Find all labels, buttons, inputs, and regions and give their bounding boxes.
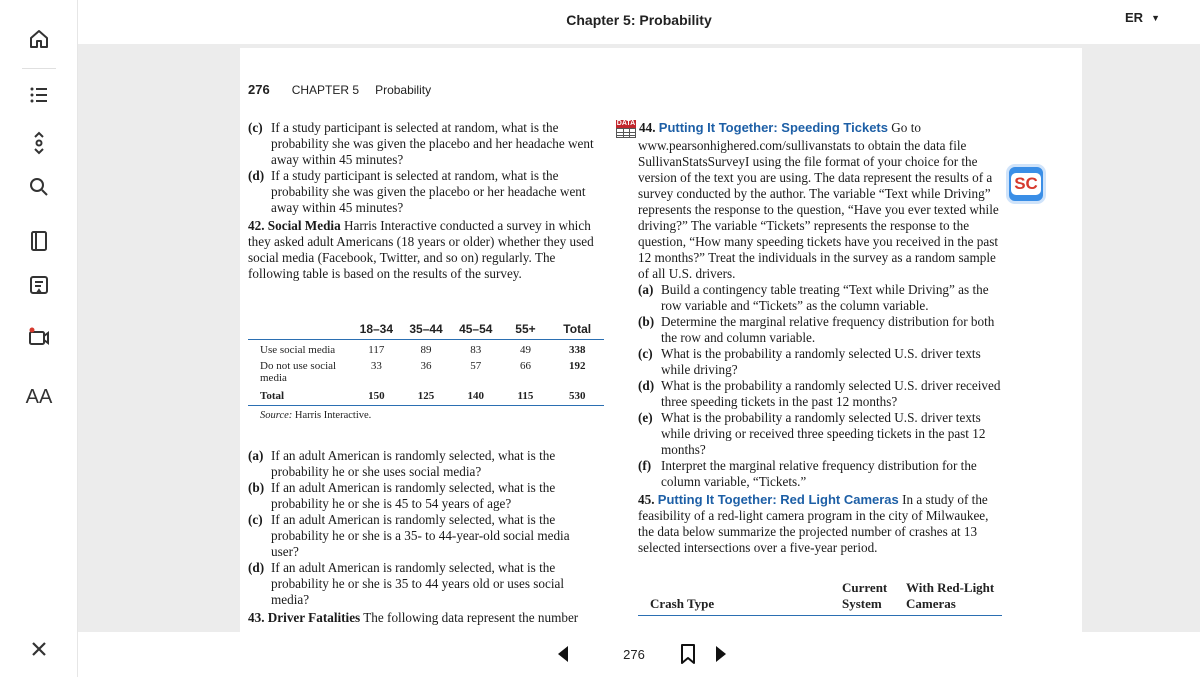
part-label: (d) bbox=[248, 168, 265, 183]
table-header-cell: Crash Type bbox=[650, 596, 715, 611]
table-cell: 192 bbox=[568, 360, 586, 372]
table-cell: 125 bbox=[417, 390, 435, 402]
previous-page-button[interactable] bbox=[554, 642, 574, 666]
part-label: (a) bbox=[638, 282, 654, 297]
table-cell: 150 bbox=[368, 390, 385, 402]
table-header-cell: 55+ bbox=[515, 322, 536, 336]
table-cell: 49 bbox=[519, 344, 531, 356]
exercise-title: Putting It Together: Speeding Tickets bbox=[658, 120, 888, 135]
table-cell: Do not use social media bbox=[260, 360, 337, 384]
page-number-input[interactable] bbox=[598, 642, 670, 668]
exercise-text: The following data represent the number bbox=[363, 610, 579, 625]
part-label: (a) bbox=[248, 448, 264, 463]
exercise-title: Social Media bbox=[267, 218, 341, 233]
table-header-cell: Current System bbox=[842, 580, 888, 611]
table-cell: 83 bbox=[470, 344, 482, 356]
caret-down-icon: ▼ bbox=[1151, 12, 1160, 23]
exercise-text: In a study of the feasibility of a red-light camera program in the city of Milwaukee, the data below summarize the projected number of crashes at 13 selected intersections over a five-year period. bbox=[638, 492, 989, 555]
search-icon[interactable] bbox=[20, 168, 58, 206]
part-text: If an adult American is randomly selected, what is the probability he or she uses social media? bbox=[271, 448, 556, 479]
part-text: What is the probability a randomly selected U.S. driver received three speeding tickets in the past 12 months? bbox=[661, 378, 1001, 409]
right-column bbox=[616, 120, 1002, 556]
part-text: If a study participant is selected at random, what is the probability she was given the placebo or her headache went away within 45 minutes? bbox=[271, 168, 586, 215]
exercise-number: 45. bbox=[638, 492, 655, 507]
part-label: (b) bbox=[638, 314, 655, 329]
table-header-cell: 45–54 bbox=[459, 322, 493, 336]
part-text: If an adult American is randomly selected, what is the probability he or she is 35 to 44 years old or uses social media? bbox=[271, 560, 565, 607]
chapter-title: Chapter 5: Probability bbox=[566, 12, 712, 28]
data-set-icon[interactable] bbox=[616, 120, 636, 138]
exercise-number: 43. bbox=[248, 610, 265, 625]
part-text: Determine the marginal relative frequency distribution for both the row and column variable. bbox=[661, 314, 995, 345]
exercise-text: Harris Interactive conducted a survey in which they asked adult Americans (18 years or older) whether they used social media (Facebook, Twitter, and so on) regularly. The following table is based on the results of the survey. bbox=[248, 218, 594, 281]
exercise-text: Go to www.pearsonhighered.com/sullivanstats to obtain the data file SullivanStatsSurveyI using the file format of your choice for the version of the text you are using. The data represent the results of a survey conducted by the author. The variable “Text while Driving” represents the response to the question, “Have you ever texted while driving?” The variable “Tickets” represents the response to the question, “How many speeding tickets have you received in the past 12 months?” Treat the individuals in the survey as a random sample of all U.S. drivers. bbox=[638, 120, 999, 281]
part-label: (c) bbox=[248, 512, 263, 527]
table-header-row bbox=[248, 318, 604, 340]
user-menu[interactable] bbox=[1125, 10, 1160, 25]
exercise-part bbox=[638, 410, 1002, 458]
part-label: (b) bbox=[248, 480, 265, 495]
part-label: (e) bbox=[638, 410, 653, 425]
bookmarks-icon[interactable] bbox=[20, 222, 58, 260]
data-icon-label: DATA bbox=[616, 120, 636, 127]
source-label: Source: bbox=[260, 410, 293, 421]
table-header-cell: With Red-Light Cameras bbox=[906, 580, 995, 611]
exercise-number: 42. bbox=[248, 218, 265, 233]
table-cell: 140 bbox=[467, 390, 485, 402]
table-cell: 66 bbox=[519, 360, 531, 372]
text-size-label: AA bbox=[25, 385, 53, 408]
running-head-page-number: 276 bbox=[248, 82, 270, 97]
part-label: (c) bbox=[248, 120, 263, 135]
triangle-right-icon bbox=[710, 642, 730, 666]
table-cell: 57 bbox=[470, 360, 482, 372]
part-label: (c) bbox=[638, 346, 653, 361]
contents-list-icon[interactable] bbox=[20, 76, 58, 114]
part-label: (d) bbox=[638, 378, 655, 393]
book-page bbox=[240, 48, 1082, 632]
table-cell: 117 bbox=[368, 344, 385, 356]
notes-icon[interactable] bbox=[20, 266, 58, 304]
bookmark-button[interactable] bbox=[678, 642, 698, 666]
table-cell: 530 bbox=[568, 390, 586, 402]
running-head bbox=[248, 82, 431, 97]
left-toolbar bbox=[0, 0, 78, 677]
social-media-table bbox=[248, 318, 604, 421]
close-icon[interactable] bbox=[20, 630, 58, 668]
triangle-left-icon bbox=[554, 642, 574, 666]
top-bar bbox=[78, 0, 1200, 44]
exercise-title: Putting It Together: Red Light Cameras bbox=[657, 492, 899, 507]
bookmark-icon bbox=[678, 642, 698, 666]
part-text: If an adult American is randomly selected, what is the probability he or she is a 35- to 44-year-old social media user? bbox=[271, 512, 570, 559]
exercise-part bbox=[638, 282, 1002, 314]
table-header-cell: 18–34 bbox=[359, 322, 394, 336]
next-page-button[interactable] bbox=[710, 642, 730, 666]
part-text: If an adult American is randomly selected, what is the probability he or she is 45 to 54 years of age? bbox=[271, 480, 556, 511]
table-cell: 33 bbox=[370, 360, 382, 372]
exercise-part bbox=[248, 168, 600, 216]
part-text: Interpret the marginal relative frequency distribution for the column variable, “Tickets.” bbox=[661, 458, 977, 489]
table-total-row bbox=[248, 386, 604, 406]
exercise-45 bbox=[638, 492, 1002, 556]
sc-badge-button[interactable] bbox=[1006, 164, 1046, 204]
table-cell: 338 bbox=[568, 344, 586, 356]
bottom-bar bbox=[78, 632, 1200, 677]
table-cell: 36 bbox=[420, 360, 432, 372]
part-label: (d) bbox=[248, 560, 265, 575]
divider bbox=[22, 68, 56, 69]
home-icon[interactable] bbox=[20, 20, 58, 58]
exercise-part bbox=[248, 512, 600, 560]
part-text: What is the probability a randomly selected U.S. driver texts while driving? bbox=[661, 346, 981, 377]
user-initials: ER bbox=[1125, 10, 1144, 25]
reader-viewport[interactable] bbox=[78, 44, 1200, 632]
part-text: If a study participant is selected at random, what is the probability she was given the placebo and her headache went away within 45 minutes? bbox=[271, 120, 594, 167]
exercise-42 bbox=[248, 218, 600, 282]
part-label: (f) bbox=[638, 458, 652, 473]
table-source bbox=[248, 410, 604, 421]
table-cell: 89 bbox=[420, 344, 432, 356]
part-text: Build a contingency table treating “Text while Driving” as the row variable and “Tickets” as the column variable. bbox=[661, 282, 989, 313]
left-column-lower bbox=[248, 448, 600, 626]
exercise-title: Driver Fatalities bbox=[267, 610, 361, 625]
red-light-table bbox=[638, 578, 1002, 616]
part-text: What is the probability a randomly selected U.S. driver texts while driving or received three speeding tickets in the past 12 months? bbox=[661, 410, 986, 457]
table-row bbox=[248, 340, 604, 356]
navigate-icon[interactable] bbox=[20, 124, 58, 162]
table-header-cell: Total bbox=[563, 322, 592, 336]
exercise-part bbox=[638, 314, 1002, 346]
exercise-number: 44. bbox=[639, 120, 656, 135]
text-size-button[interactable] bbox=[20, 378, 58, 416]
table-header-cell: 35–44 bbox=[409, 322, 443, 336]
source-text: Harris Interactive. bbox=[294, 410, 372, 421]
exercise-part bbox=[638, 378, 1002, 410]
exercise-44 bbox=[616, 120, 1002, 282]
exercise-part bbox=[248, 480, 600, 512]
exercise-part bbox=[638, 346, 1002, 378]
exercise-part bbox=[248, 448, 600, 480]
table-row bbox=[248, 356, 604, 384]
running-head-section: Probability bbox=[375, 83, 432, 97]
running-head-chapter: CHAPTER 5 bbox=[291, 83, 360, 97]
media-icon[interactable] bbox=[20, 318, 58, 356]
left-column bbox=[248, 120, 600, 282]
spreadsheet-icon bbox=[616, 128, 636, 138]
table-cell: 115 bbox=[517, 390, 534, 402]
table-cell: Total bbox=[260, 390, 285, 402]
exercise-43 bbox=[248, 610, 600, 626]
exercise-part bbox=[638, 458, 1002, 490]
sc-badge-label: SC bbox=[1011, 173, 1041, 195]
exercise-part bbox=[248, 120, 600, 168]
exercise-part bbox=[248, 560, 600, 608]
table-cell: Use social media bbox=[260, 344, 336, 356]
